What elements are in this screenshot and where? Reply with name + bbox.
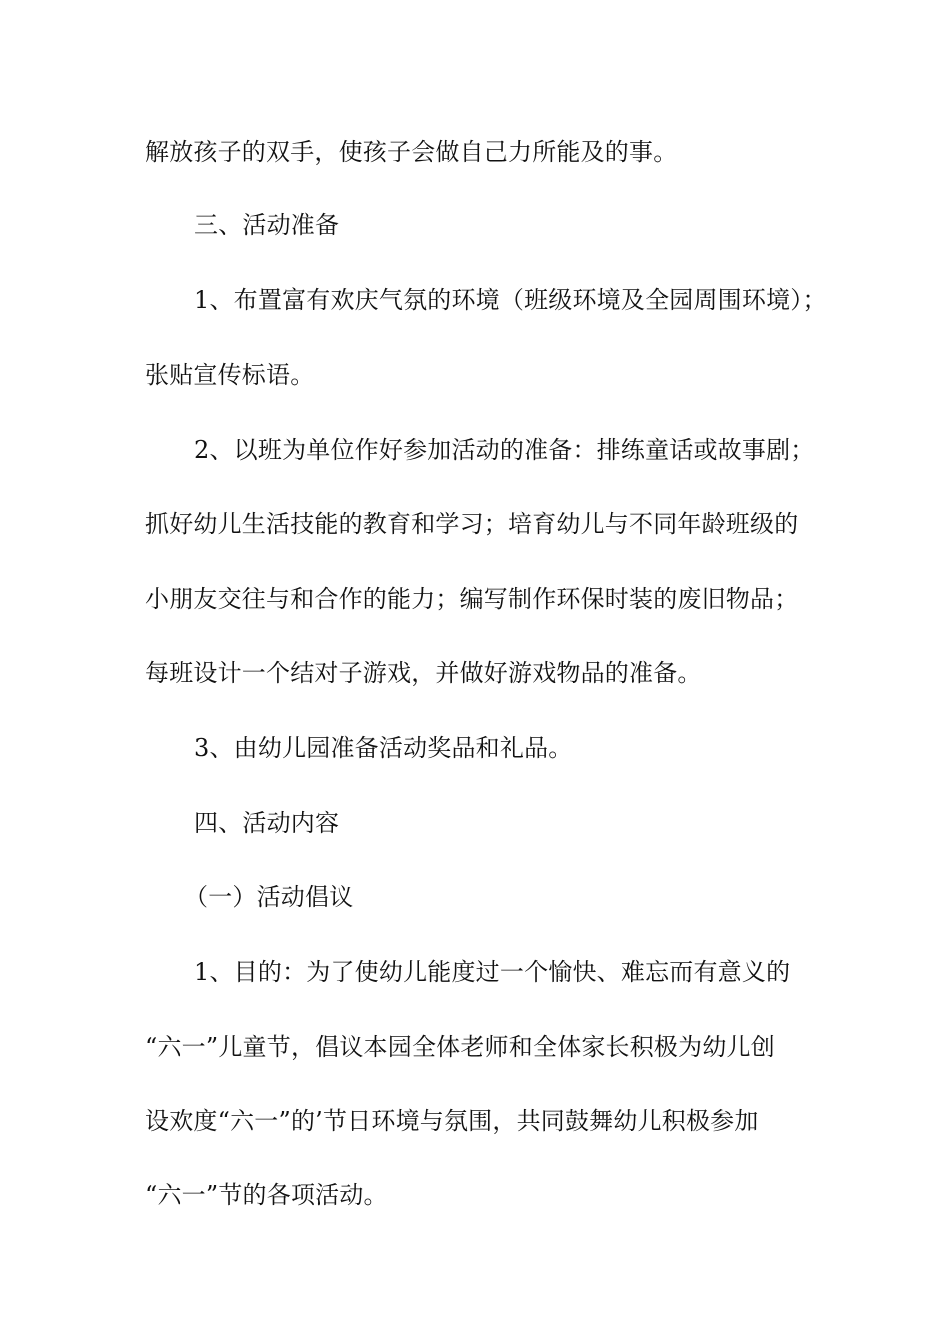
section-heading: 四、活动内容 <box>194 809 340 837</box>
paragraph-line: “六一”儿童节，倡议本园全体老师和全体家长积极为幼儿创 <box>145 1033 775 1061</box>
paragraph-line: 2、以班为单位作好参加活动的准备：排练童话或故事剧； <box>194 436 815 464</box>
section-heading: 三、活动准备 <box>194 211 340 239</box>
subsection-heading: （一）活动倡议 <box>184 883 354 911</box>
paragraph-line: 小朋友交往与和合作的能力；编写制作环保时装的废旧物品； <box>145 585 799 613</box>
paragraph-line: “六一”节的各项活动。 <box>145 1181 388 1209</box>
paragraph-line: 抓好幼儿生活技能的教育和学习；培育幼儿与不同年龄班级的 <box>145 510 799 538</box>
paragraph-line: 1、布置富有欢庆气氛的环境（班级环境及全园周围环境）； <box>194 286 827 314</box>
paragraph-line: 3、由幼儿园准备活动奖品和礼品。 <box>194 734 573 762</box>
paragraph-line: 解放孩子的双手，使孩子会做自己力所能及的事。 <box>145 138 678 166</box>
paragraph-line: 张贴宣传标语。 <box>145 361 315 389</box>
paragraph-line: 1、目的：为了使幼儿能度过一个愉快、难忘而有意义的 <box>194 958 791 986</box>
paragraph-line: 每班设计一个结对子游戏，并做好游戏物品的准备。 <box>145 659 702 687</box>
paragraph-line: 设欢度“六一”的’节日环境与氛围，共同鼓舞幼儿积极参加 <box>145 1107 759 1135</box>
